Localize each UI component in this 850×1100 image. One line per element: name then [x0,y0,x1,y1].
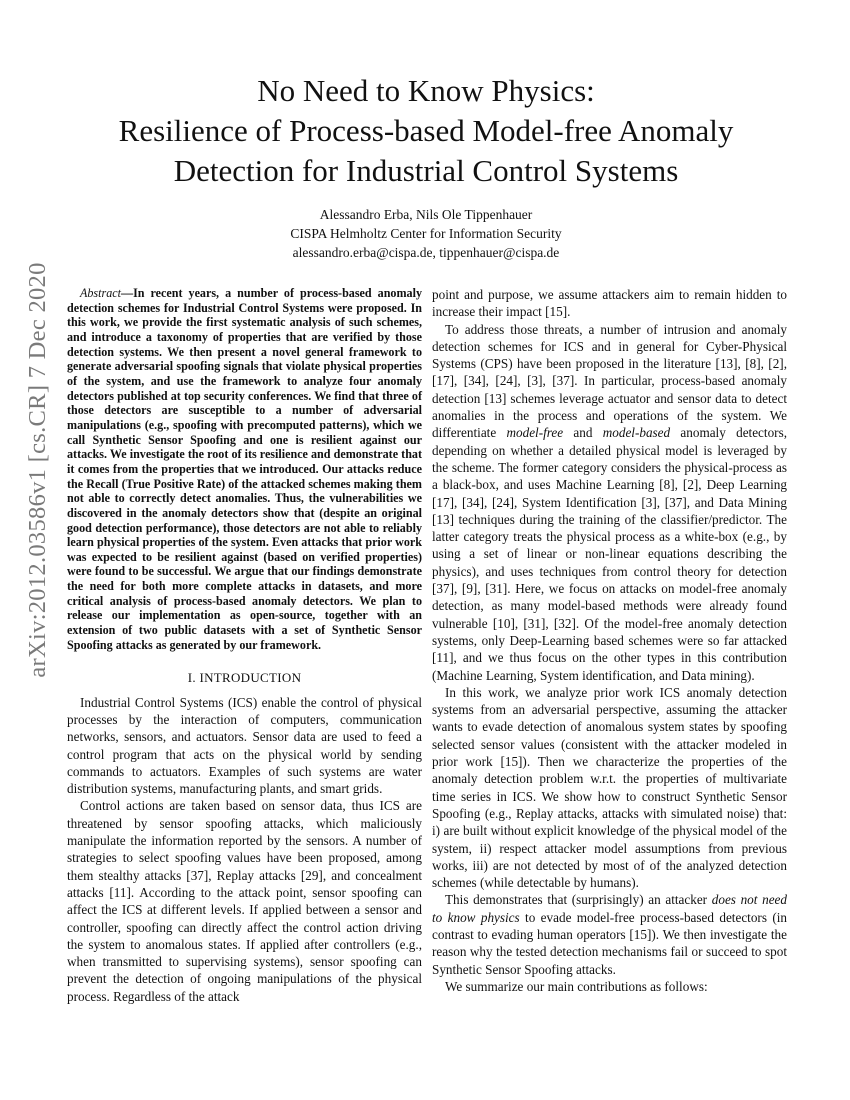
text-run: anomaly detectors, depending on whether a detailed physical model is leveraged by the scheme. The former category considers the physical-process as a black-box, and uses Machine Learning [8], [2], Deep Learning [17], [34], [24], System Identification [3], [37], and Data Mining [13] techniques during the training of the classifier/predictor. The latter category treats the physical process as a white-box (e.g., by using a set of linear or non-linear equations describing the physics), and uses techniques from control theory for detection [37], [9], [31]. Here, we focus on attacks on model-free anomaly detection, as many model-based methods were already found vulnerable [10], [31], [32]. Of the model-free anomaly detection systems, only Deep-Learning based schemes were so far attacked [11], and we thus focus on the other types in this contribution (Machine Learning, System identification, and Data mining). [432,425,787,683]
paper-title [60,71,792,191]
paragraph [432,321,787,684]
paragraph: In this work, we analyze prior work ICS anomaly detection systems from an adversarial perspective, assuming the attacker wants to evade detection of anomalous system states by spoofing selected sensor values (consistent with the attacker modeled in prior work [15]). Then we characterize the properties of the anomaly detection problem w.r.t. the properties of multivariate time series in ICS. We show how to construct Synthetic Sensor Spoofing (e.g., Replay attacks, attacks with simulated noise) that: i) are built without explicit knowledge of the physical model of the system, ii) respect attacker model assumptions from previous works, iii) are not detected by most of of the analyzed detection schemes (while detectable by humans). [432,684,787,891]
emphasis-physics: does not need to know physics [432,892,787,925]
text-run: To address those threats, a number of intrusion and anomaly detection schemes for ICS and in general for Cyber-Physical Systems (CPS) have been proposed in the literature [13], [8], [2], [17], [34], [24], [3], [37]. In particular, process-based anomaly detection [13] schemes leverage actuator and sensor data to detect anomalies in the process and operations of the system. We differentiate [432,321,787,441]
author-block [60,205,792,262]
text-run: This demonstrates that (surprisingly) an attacker [445,892,712,908]
paragraph: We summarize our main contributions as follows: [445,978,708,994]
abstract-label: Abstract [80,286,121,300]
text-run: and [563,425,603,441]
left-column [67,286,422,1005]
title-line-3: Detection for Industrial Control Systems [173,153,679,188]
author-emails: alessandro.erba@cispa.de, tippenhauer@cispa.de [292,245,560,260]
arxiv-stamp [0,0,66,1100]
paragraph [432,891,787,977]
right-column [432,286,787,995]
paragraph: Control actions are taken based on sensor data, thus ICS are threatened by sensor spoofing attacks, which maliciously manipulate the information reported by the sensors. A number of strategies to select spoofing values have been proposed, among them stealthy attacks [37], Replay attacks [29], and concealment attacks [11]. According to the attack point, sensor spoofing can affect the ICS at different levels. If applied between a sensor and controller, spoofing can directly affect the control action driving the system to anomalous states. If applied after controllers (e.g., when transmitted to supervising systems), sensor spoofing can prevent the detection of ongoing manipulations of the physical process. Regardless of the attack [67,798,422,1004]
abstract [67,286,422,652]
emphasis-model-based: model-based [602,425,671,441]
author-names: Alessandro Erba, Nils Ole Tippenhauer [319,207,533,222]
title-line-2: Resilience of Process-based Model-free Anomaly [118,113,734,148]
paragraph: point and purpose, we assume attackers aim to remain hidden to increase their impact [15]. [432,287,787,320]
arxiv-id: arXiv:2012.03586v1 [cs.CR] 7 Dec 2020 [24,262,51,678]
section-heading-introduction: I. INTRODUCTION [187,670,302,686]
paragraph: Industrial Control Systems (ICS) enable the control of physical processes by the interaction of computers, communication networks, sensors, and actuators. Sensor data are used to feed a control program that acts on the physical world by sending commands to actuators. Examples of such systems are water distribution systems, manufacturing plants, and smart grids. [67,694,422,797]
emphasis-model-free: model-free [506,425,564,441]
abstract-text: —In recent years, a number of process-based anomaly detection schemes for Industrial Control Systems were proposed. In this work, we provide the first systematic analysis of such schemes, and introduce a taxonomy of properties that are verified by those detection systems. We then present a novel general framework to generate adversarial spoofing signals that violate physical properties of the system, and use the framework to analyze four anomaly detectors published at top security conferences. We find that three of those detectors are susceptible to a number of adversarial manipulations (e.g., spoofing with precomputed patterns), which we call Synthetic Sensor Spoofing and one is resilient against our attacks. We investigate the root of its resilience and demonstrate that it comes from the properties that we introduced. Our attacks reduce the Recall (True Positive Rate) of the attacked schemes making them not able to correctly detect anomalies. Thus, the vulnerabilities we discovered in the anomaly detectors show that (despite an original good detection performance), those detectors are not able to reliably learn physical properties of the system. Even attacks that prior work was expected to be resilient against (based on verified properties) were found to be successful. We argue that our findings demonstrate the need for both more complete attacks in datasets, and more critical analysis of process-based anomaly detectors. We plan to release our implementation as open-source, together with an extension of two public datasets with a set of Synthetic Sensor Spoofing attacks as generated by our framework. [67,286,422,652]
text-run: to evade model-free process-based detectors (in contrast to evading human operators [15]). We then investigate the reason why the tested detection mechanisms fail or succeed to spot Synthetic Sensor Spoofing attacks. [432,909,787,977]
affiliation: CISPA Helmholtz Center for Information Security [290,226,562,241]
title-line-1: No Need to Know Physics: [257,73,595,108]
